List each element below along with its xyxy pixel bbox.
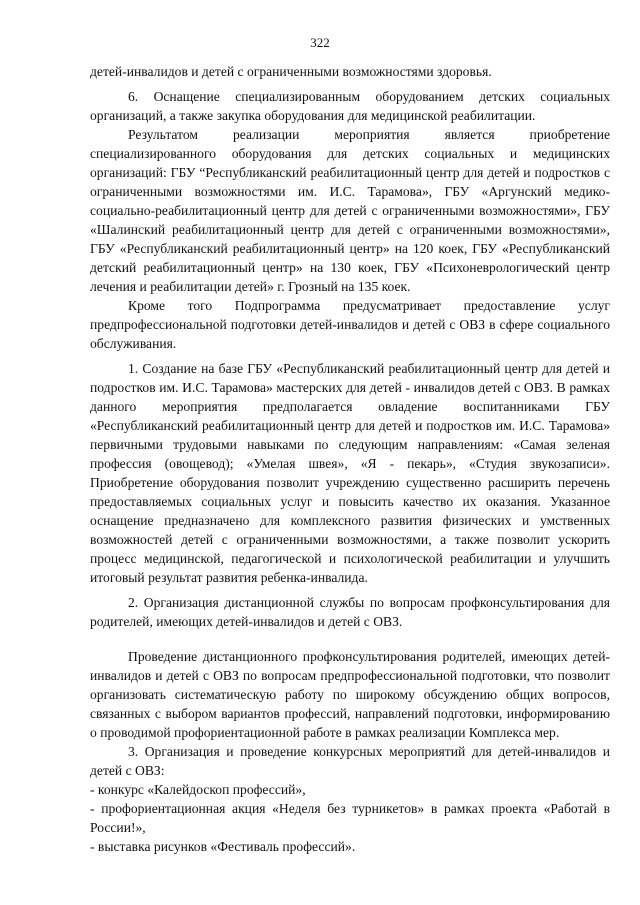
document-body <box>90 62 610 856</box>
paragraph-item-1: 1. Создание на базе ГБУ «Республиканский реабилитационный центр для детей и подростков им. И.С. Тарамова» мастерских для детей - инвалидов детей с ОВЗ. В рамках данного мероприятия предполагается овладение воспитанниками ГБУ «Республиканский реабилитационный центр для детей и подростков им. И.С. Тарамова» первичными трудовыми навыками по следующим направлениям: «Самая зеленая профессия (овощевод); «Умелая швея», «Я - пекарь», «Студия звукозаписи». Приобретение оборудования позволит учреждению существенно расширить перечень предоставляемых социальных услуг и повысить качество их оказания. Указанное оснащение предназначено для комплексного развития физических и умственных возможностей детей с ограниченными возможностями, а также позволит ускорить процесс медицинской, педагогической и психологической реабилитации и улучшить итоговый результат развития ребенка-инвалида. <box>90 361 610 585</box>
list-item: - выставка рисунков «Фестиваль профессий». <box>90 839 356 854</box>
paragraph-item-3: 3. Организация и проведение конкурсных мероприятий для детей-инвалидов и детей с ОВЗ: <box>90 744 610 778</box>
paragraph-result: Результатом реализации мероприятия является приобретение специализированного оборудования для детских социальных и медицинских организаций: ГБУ “Республиканский реабилитационный центр для детей и подростков с ограниченными возможностями им. И.С. Тарамова», ГБУ «Аргунский медико-социально-реабилитационный центр для детей с ограниченными возможностями», ГБУ «Шалинский реабилитационный центр для детей с ограниченными возможностями», ГБУ «Республиканский реабилитационный центр» на 120 коек, ГБУ «Республиканский детский реабилитационный центр» на 130 коек, ГБУ «Психоневрологический центр лечения и реабилитации детей» г. Грозный на 135 коек. <box>90 127 610 294</box>
paragraph-item-2: 2. Организация дистанционной службы по вопросам профконсультирования для родителей, имеющих детей-инвалидов и детей с ОВЗ. <box>90 595 610 629</box>
paragraph-continuation: детей-инвалидов и детей с ограниченными возможностями здоровья. <box>90 64 492 79</box>
list-item: - профориентационная акция «Неделя без турникетов» в рамках проекта «Работай в России!», <box>90 801 610 835</box>
paragraph-consulting: Проведение дистанционного профконсультирования родителей, имеющих детей-инвалидов и детей с ОВЗ по вопросам предпрофессиональной подготовки, что позволит организовать систематическую работу по широкому обсуждению общих вопросов, связанных с выбором вариантов профессий, направлений подготовки, информированию о проводимой профориентационной работе в рамках реализации Комплекса мер. <box>90 649 610 740</box>
page-number: 322 <box>310 35 330 50</box>
paragraph-subprogram: Кроме того Подпрограмма предусматривает предоставление услуг предпрофессиональной подготовки детей-инвалидов и детей с ОВЗ в сфере социального обслуживания. <box>90 298 610 351</box>
list-item: - конкурс «Калейдоскоп профессий», <box>90 782 306 797</box>
paragraph-item-6: 6. Оснащение специализированным оборудованием детских социальных организаций, а также закупка оборудования для медицинской реабилитации. <box>90 89 610 123</box>
